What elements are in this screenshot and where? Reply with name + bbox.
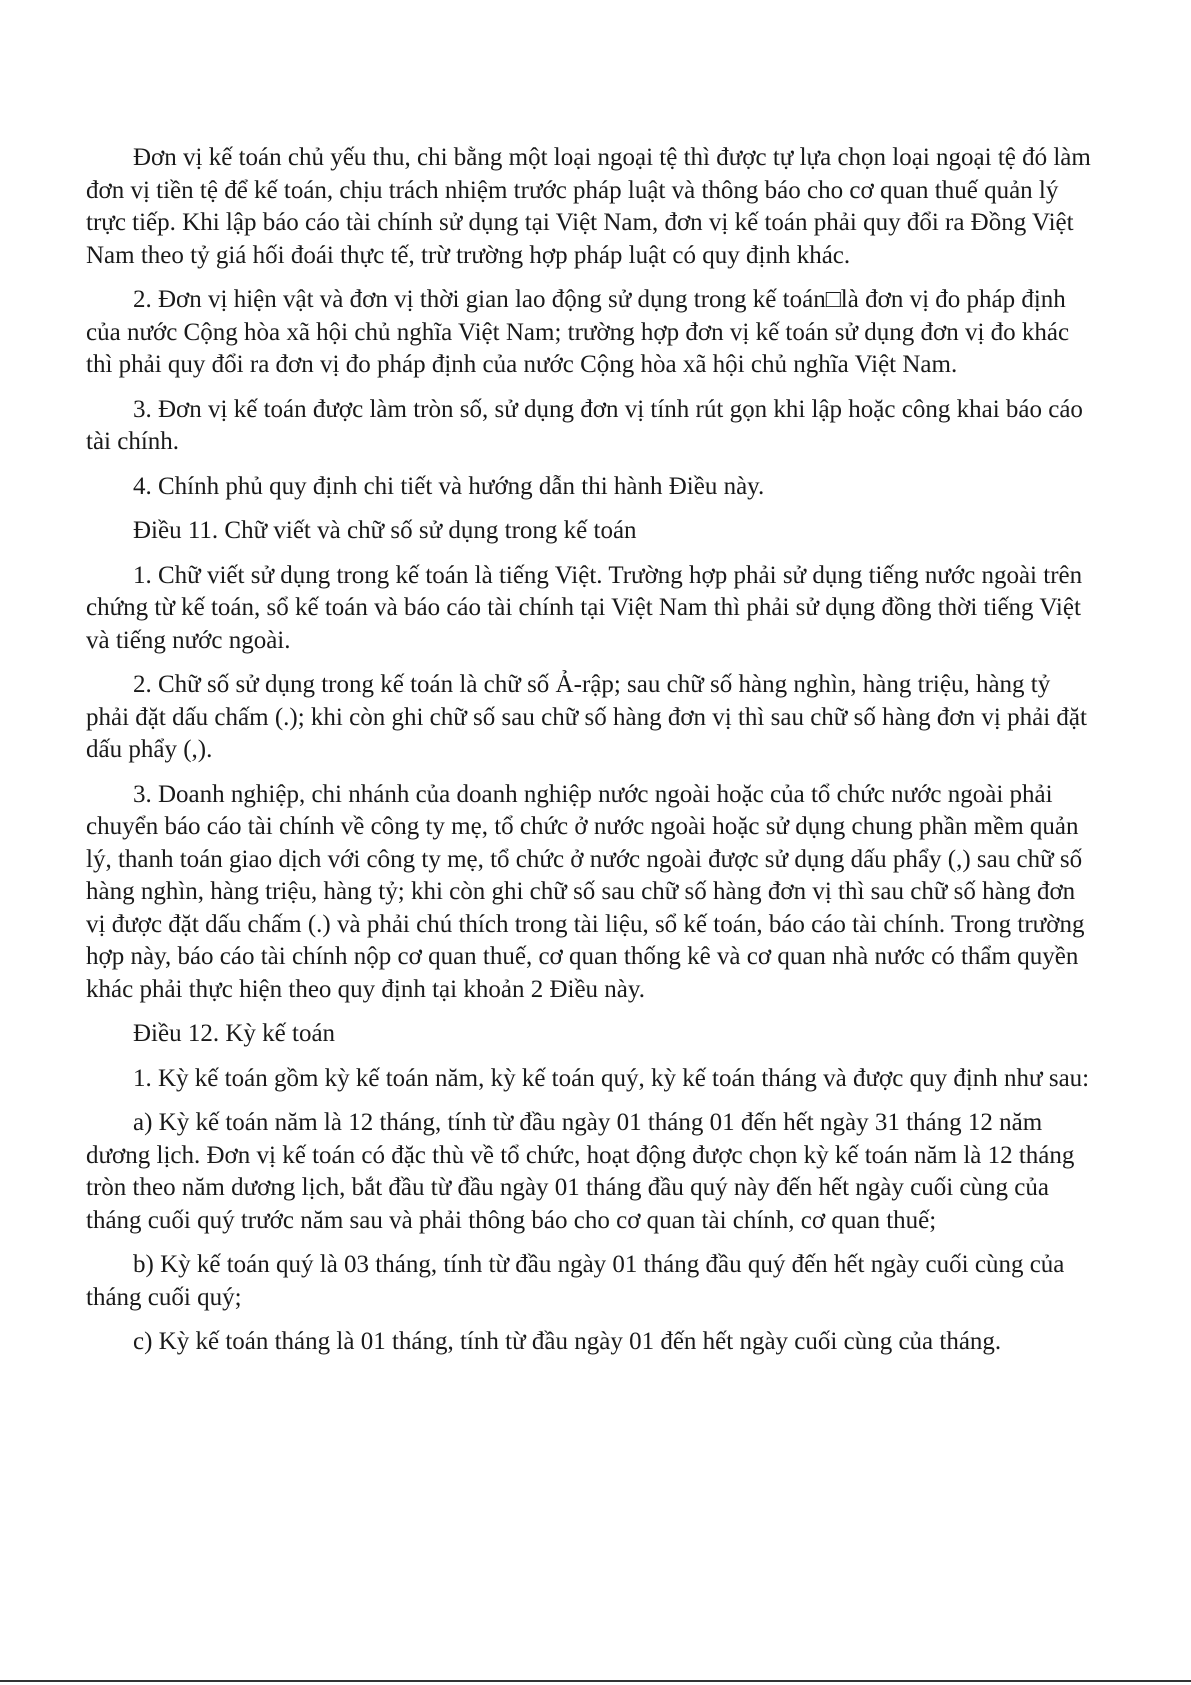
paragraph-physical-time-units: 2. Đơn vị hiện vật và đơn vị thời gian lao động sử dụng trong kế toán□là đơn vị đo pháp định của nước Cộng hòa xã hội chủ nghĩa Việt Nam; trường hợp đơn vị kế toán sử dụng đơn vị đo khác thì phải quy đổi ra đơn vị đo pháp định của nước Cộng hòa xã hội chủ nghĩa Việt Nam. xyxy=(86,286,1070,378)
paragraph-numerals: 2. Chữ số sử dụng trong kế toán là chữ số Ả-rập; sau chữ số hàng nghìn, hàng triệu, hàng tỷ phải đặt dấu chấm (.); khi còn ghi chữ số sau chữ số hàng đơn vị thì sau chữ số hàng đơn vị phải đặt dấu phẩy (,). xyxy=(86,671,1087,763)
heading-article-11: Điều 11. Chữ viết và chữ số sử dụng trong kế toán xyxy=(133,517,637,544)
paragraph-foreign-currency-unit: Đơn vị kế toán chủ yếu thu, chi bằng một loại ngoại tệ thì được tự lựa chọn loại ngoại tệ đó làm đơn vị tiền tệ để kế toán, chịu trách nhiệm trước pháp luật và thông báo cho cơ quan thuế quản lý trực tiếp. Khi lập báo cáo tài chính sử dụng tại Việt Nam, đơn vị kế toán phải quy đổi ra Đồng Việt Nam theo tỷ giá hối đoái thực tế, trừ trường hợp pháp luật có quy định khác. xyxy=(86,144,1091,269)
paragraph-government-guidance: 4. Chính phủ quy định chi tiết và hướng dẫn thi hành Điều này. xyxy=(133,472,765,500)
paragraph-language: 1. Chữ viết sử dụng trong kế toán là tiếng Việt. Trường hợp phải sử dụng tiếng nước ngoài trên chứng từ kế toán, sổ kế toán và báo cáo tài chính tại Việt Nam thì phải sử dụng đồng thời tiếng Việt và tiếng nước ngoài. xyxy=(86,561,1083,654)
paragraph-foreign-enterprises: 3. Doanh nghiệp, chi nhánh của doanh nghiệp nước ngoài hoặc của tổ chức nước ngoài phải chuyển báo cáo tài chính về công ty mẹ, tổ chức ở nước ngoài hoặc sử dụng chung phần mềm quản lý, thanh toán giao dịch với công ty mẹ, tổ chức ở nước ngoài được sử dụng dấu phẩy (,) sau chữ số hàng nghìn, hàng triệu, hàng tỷ; khi còn ghi chữ số sau chữ số hàng đơn vị thì sau chữ số hàng đơn vị được đặt dấu chấm (.) và phải chú thích trong tài liệu, sổ kế toán, báo cáo tài chính. Trong trường hợp này, báo cáo tài chính nộp cơ quan thuế, cơ quan thống kê và cơ quan nhà nước có thẩm quyền khác phải thực hiện theo quy định tại khoản 2 Điều này. xyxy=(86,780,1085,1003)
paragraph-annual-period: a) Kỳ kế toán năm là 12 tháng, tính từ đầu ngày 01 tháng 01 đến hết ngày 31 tháng 12 năm dương lịch. Đơn vị kế toán có đặc thù về tổ chức, hoạt động được chọn kỳ kế toán năm là 12 tháng tròn theo năm dương lịch, bắt đầu từ đầu ngày 01 tháng đầu quý này đến hết ngày cuối cùng của tháng cuối quý trước năm sau và phải thông báo cho cơ quan tài chính, cơ quan thuế; xyxy=(86,1109,1075,1234)
paragraph-monthly-period: c) Kỳ kế toán tháng là 01 tháng, tính từ đầu ngày 01 đến hết ngày cuối cùng của tháng. xyxy=(133,1328,1002,1355)
paragraph-rounding: 3. Đơn vị kế toán được làm tròn số, sử dụng đơn vị tính rút gọn khi lập hoặc công khai báo cáo tài chính. xyxy=(86,395,1083,455)
paragraph-quarterly-period: b) Kỳ kế toán quý là 03 tháng, tính từ đầu ngày 01 tháng đầu quý đến hết ngày cuối cùng của tháng cuối quý; xyxy=(86,1251,1065,1311)
document-page xyxy=(86,142,1096,1371)
paragraph-accounting-periods: 1. Kỳ kế toán gồm kỳ kế toán năm, kỳ kế toán quý, kỳ kế toán tháng và được quy định như sau: xyxy=(133,1064,1090,1092)
heading-article-12: Điều 12. Kỳ kế toán xyxy=(133,1020,336,1047)
page-bottom-divider xyxy=(0,1680,1191,1682)
